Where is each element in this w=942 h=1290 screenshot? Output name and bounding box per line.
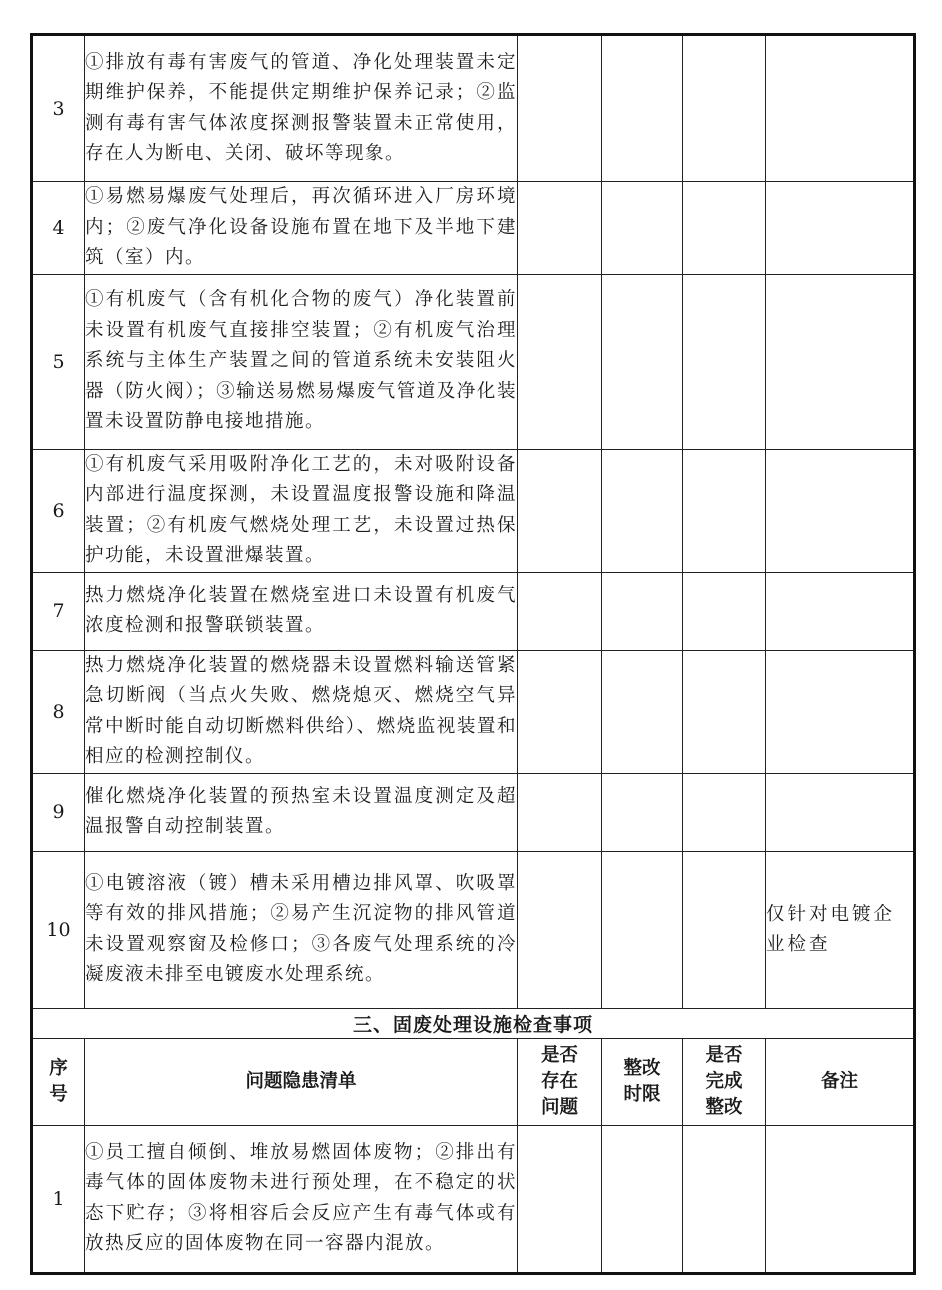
exists-cell[interactable] — [518, 274, 602, 449]
deadline-cell[interactable] — [602, 650, 683, 773]
column-header-row — [32, 1038, 915, 1125]
row-number: 6 — [32, 449, 85, 572]
done-cell[interactable] — [683, 274, 766, 449]
issue-description: 热力燃烧净化装置在燃烧室进口未设置有机废气浓度检测和报警联锁装置。 — [85, 572, 518, 650]
row-number: 1 — [32, 1125, 85, 1273]
header-deadline: 整改时限 — [602, 1038, 683, 1125]
done-cell[interactable] — [683, 650, 766, 773]
header-exists: 是否存在问题 — [518, 1038, 602, 1125]
done-cell[interactable] — [683, 1125, 766, 1273]
issue-description: ①有机废气采用吸附净化工艺的，未对吸附设备内部进行温度探测，未设置温度报警设施和降温装置；②有机废气燃烧处理工艺，未设置过热保护功能，未设置泄爆装置。 — [85, 449, 518, 572]
table-row — [32, 182, 915, 275]
row-number: 3 — [32, 35, 85, 182]
table-row — [32, 449, 915, 572]
exists-cell[interactable] — [518, 773, 602, 851]
exists-cell[interactable] — [518, 1125, 602, 1273]
done-cell[interactable] — [683, 572, 766, 650]
note-cell[interactable] — [766, 35, 915, 182]
row-number: 8 — [32, 650, 85, 773]
note-cell[interactable] — [766, 274, 915, 449]
table-row — [32, 650, 915, 773]
note-cell[interactable] — [766, 182, 915, 275]
deadline-cell[interactable] — [602, 449, 683, 572]
table-row — [32, 773, 915, 851]
row-number: 9 — [32, 773, 85, 851]
issue-description: 催化燃烧净化装置的预热室未设置温度测定及超温报警自动控制装置。 — [85, 773, 518, 851]
exists-cell[interactable] — [518, 851, 602, 1008]
issue-description: ①排放有毒有害废气的管道、净化处理装置未定期维护保养，不能提供定期维护保养记录；②监测有毒有害气体浓度探测报警装置未正常使用，存在人为断电、关闭、破坏等现象。 — [85, 35, 518, 182]
note-cell[interactable]: 仅针对电镀企业检查 — [766, 851, 915, 1008]
deadline-cell[interactable] — [602, 182, 683, 275]
table-row — [32, 35, 915, 182]
deadline-cell[interactable] — [602, 851, 683, 1008]
done-cell[interactable] — [683, 182, 766, 275]
done-cell[interactable] — [683, 35, 766, 182]
table-row — [32, 274, 915, 449]
note-cell[interactable] — [766, 650, 915, 773]
exists-cell[interactable] — [518, 35, 602, 182]
section-title: 三、固废处理设施检查事项 — [32, 1008, 915, 1038]
deadline-cell[interactable] — [602, 35, 683, 182]
deadline-cell[interactable] — [602, 1125, 683, 1273]
issue-description: ①有机废气（含有机化合物的废气）净化装置前未设置有机废气直接排空装置；②有机废气治理系统与主体生产装置之间的管道系统未安装阻火器（防火阀）；③输送易燃易爆废气管道及净化装置未设置防静电接地措施。 — [85, 274, 518, 449]
header-done: 是否完成整改 — [683, 1038, 766, 1125]
header-issue-list: 问题隐患清单 — [85, 1038, 518, 1125]
issue-description: ①电镀溶液（镀）槽未采用槽边排风罩、吹吸罩等有效的排风措施；②易产生沉淀物的排风管道未设置观察窗及检修口；③各废气处理系统的冷凝废液未排至电镀废水处理系统。 — [85, 851, 518, 1008]
deadline-cell[interactable] — [602, 773, 683, 851]
done-cell[interactable] — [683, 449, 766, 572]
exists-cell[interactable] — [518, 572, 602, 650]
header-note: 备注 — [766, 1038, 915, 1125]
inspection-checklist-table — [30, 33, 916, 1275]
done-cell[interactable] — [683, 773, 766, 851]
note-cell[interactable] — [766, 572, 915, 650]
table-row — [32, 1125, 915, 1273]
note-cell[interactable] — [766, 1125, 915, 1273]
deadline-cell[interactable] — [602, 274, 683, 449]
done-cell[interactable] — [683, 851, 766, 1008]
row-number: 10 — [32, 851, 85, 1008]
table-row — [32, 851, 915, 1008]
issue-description: ①员工擅自倾倒、堆放易燃固体废物；②排出有毒气体的固体废物未进行预处理，在不稳定的状态下贮存；③将相容后会反应产生有毒气体或有放热反应的固体废物在同一容器内混放。 — [85, 1125, 518, 1273]
table-row — [32, 572, 915, 650]
exists-cell[interactable] — [518, 182, 602, 275]
row-number: 5 — [32, 274, 85, 449]
deadline-cell[interactable] — [602, 572, 683, 650]
header-number: 序号 — [32, 1038, 85, 1125]
note-cell[interactable] — [766, 449, 915, 572]
exists-cell[interactable] — [518, 650, 602, 773]
issue-description: ①易燃易爆废气处理后，再次循环进入厂房环境内；②废气净化设备设施布置在地下及半地下建筑（室）内。 — [85, 182, 518, 275]
row-number: 4 — [32, 182, 85, 275]
section-header-row — [32, 1008, 915, 1038]
note-cell[interactable] — [766, 773, 915, 851]
row-number: 7 — [32, 572, 85, 650]
exists-cell[interactable] — [518, 449, 602, 572]
issue-description: 热力燃烧净化装置的燃烧器未设置燃料输送管紧急切断阀（当点火失败、燃烧熄灭、燃烧空气异常中断时能自动切断燃料供给）、燃烧监视装置和相应的检测控制仪。 — [85, 650, 518, 773]
